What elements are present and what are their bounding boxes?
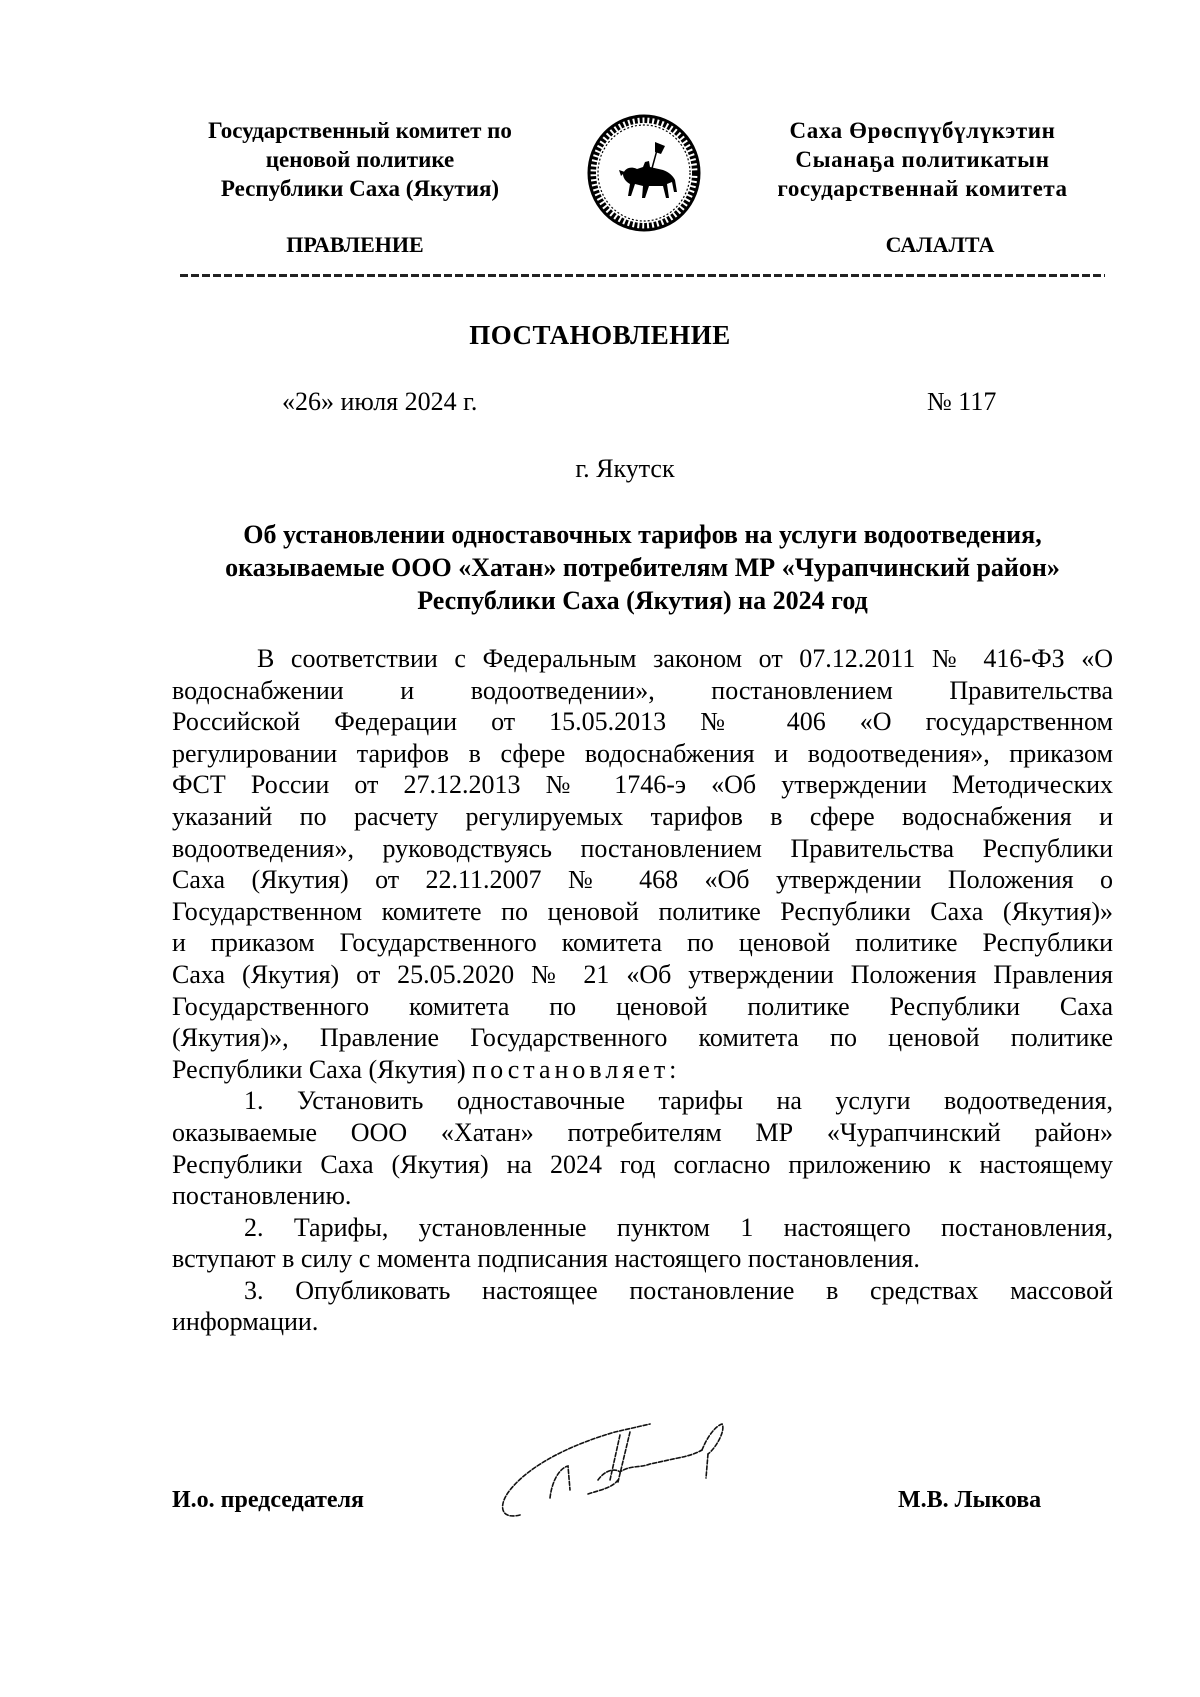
body-line: Саха (Якутия) от 22.11.2007 № 468 «Об утверждении Положения о — [172, 865, 1113, 895]
handwritten-signature-icon — [490, 1410, 790, 1530]
document-city: г. Якутск — [575, 454, 675, 483]
body-line: водоснабжении и водоотведении», постановлением Правительства — [172, 675, 1113, 705]
body-line: Саха (Якутия) от 25.05.2020 № 21 «Об утверждении Положения Правления — [172, 959, 1113, 989]
body-line — [172, 1054, 1113, 1086]
body-line: Республики Саха (Якутия) на 2024 год согласно приложению к настоящему — [172, 1149, 1113, 1179]
body-line: регулировании тарифов в сфере водоснабжения и водоотведения», приказом — [172, 738, 1113, 768]
issuer-line: ценовой политике — [265, 147, 455, 172]
subject-line: Республики Саха (Якутия) на 2024 год — [417, 586, 868, 615]
body-line: информации. — [172, 1307, 319, 1337]
body-line: ФСТ России от 27.12.2013 № 1746-э «Об утверждении Методических — [172, 770, 1113, 800]
body-line: 1. Установить одноставочные тарифы на услуги водоотведения, — [244, 1086, 1113, 1116]
body-line: и приказом Государственного комитета по ценовой политике Республики — [172, 928, 1113, 958]
issuer-line: Государственный комитет по — [208, 118, 512, 143]
body-line: водоотведения», руководствуясь постановлением Правительства Республики — [172, 833, 1113, 863]
subject-line: оказываемые ООО «Хатан» потребителям МР «Чурапчинский район» — [225, 553, 1060, 582]
issuer-name-yakut — [745, 116, 1100, 203]
preamble-paragraph — [172, 643, 1113, 1085]
body-line: В соответствии с Федеральным законом от 07.12.2011 № 416-ФЗ «О — [257, 644, 1113, 673]
subject-line: Об установлении одноставочных тарифов на услуги водоотведения, — [243, 520, 1042, 549]
document-subject — [170, 518, 1115, 617]
document-body — [172, 643, 1113, 1338]
issuer-line: Республики Саха (Якутия) — [220, 176, 500, 201]
document-number: № 117 — [927, 387, 997, 416]
sakha-republic-emblem-icon — [585, 114, 703, 232]
body-line: 2. Тарифы, установленные пунктом 1 настоящего постановления, — [244, 1212, 1113, 1242]
issuer-line: Саха Өрөспүүбүлүкэтин — [789, 118, 1056, 143]
body-line: оказываемые ООО «Хатан» потребителям МР «Чурапчинский район» — [172, 1117, 1113, 1147]
issuer-line: Сыанаҕа политикатын — [795, 147, 1050, 172]
body-line: 3. Опубликовать настоящее постановление в средствах массовой — [244, 1275, 1113, 1305]
resolution-item-3 — [172, 1275, 1113, 1338]
issuer-line: государственнай комитета — [777, 176, 1068, 201]
resolution-item-2 — [172, 1212, 1113, 1275]
body-line: Российской Федерации от 15.05.2013 № 406 «О государственном — [172, 707, 1113, 737]
board-label-yakut: САЛАЛТА — [885, 232, 995, 257]
preamble-last-prefix: Республики Саха (Якутия) — [172, 1054, 473, 1084]
document-date: «26» июля 2024 г. — [282, 387, 478, 416]
body-line: (Якутия)», Правление Государственного комитета по ценовой политике — [172, 1023, 1113, 1053]
issuer-name-russian — [170, 116, 550, 203]
body-line: Государственного комитета по ценовой политике Республики Саха — [172, 991, 1113, 1021]
header-divider — [180, 274, 1105, 277]
resolution-item-1 — [172, 1085, 1113, 1211]
document-type-title: ПОСТАНОВЛЕНИЕ — [469, 320, 731, 350]
body-line: Государственном комитете по ценовой политике Республики Саха (Якутия)» — [172, 896, 1113, 926]
body-line: указаний по расчету регулируемых тарифов в сфере водоснабжения и — [172, 801, 1113, 831]
body-line: вступают в силу с момента подписания настоящего постановления. — [172, 1244, 920, 1274]
signatory-role: И.о. председателя — [172, 1487, 365, 1513]
board-label-russian: ПРАВЛЕНИЕ — [286, 232, 424, 257]
signatory-name: М.В. Лыкова — [898, 1487, 1042, 1513]
body-line: постановлению. — [172, 1181, 352, 1211]
resolves-word: постановляет: — [472, 1054, 681, 1084]
